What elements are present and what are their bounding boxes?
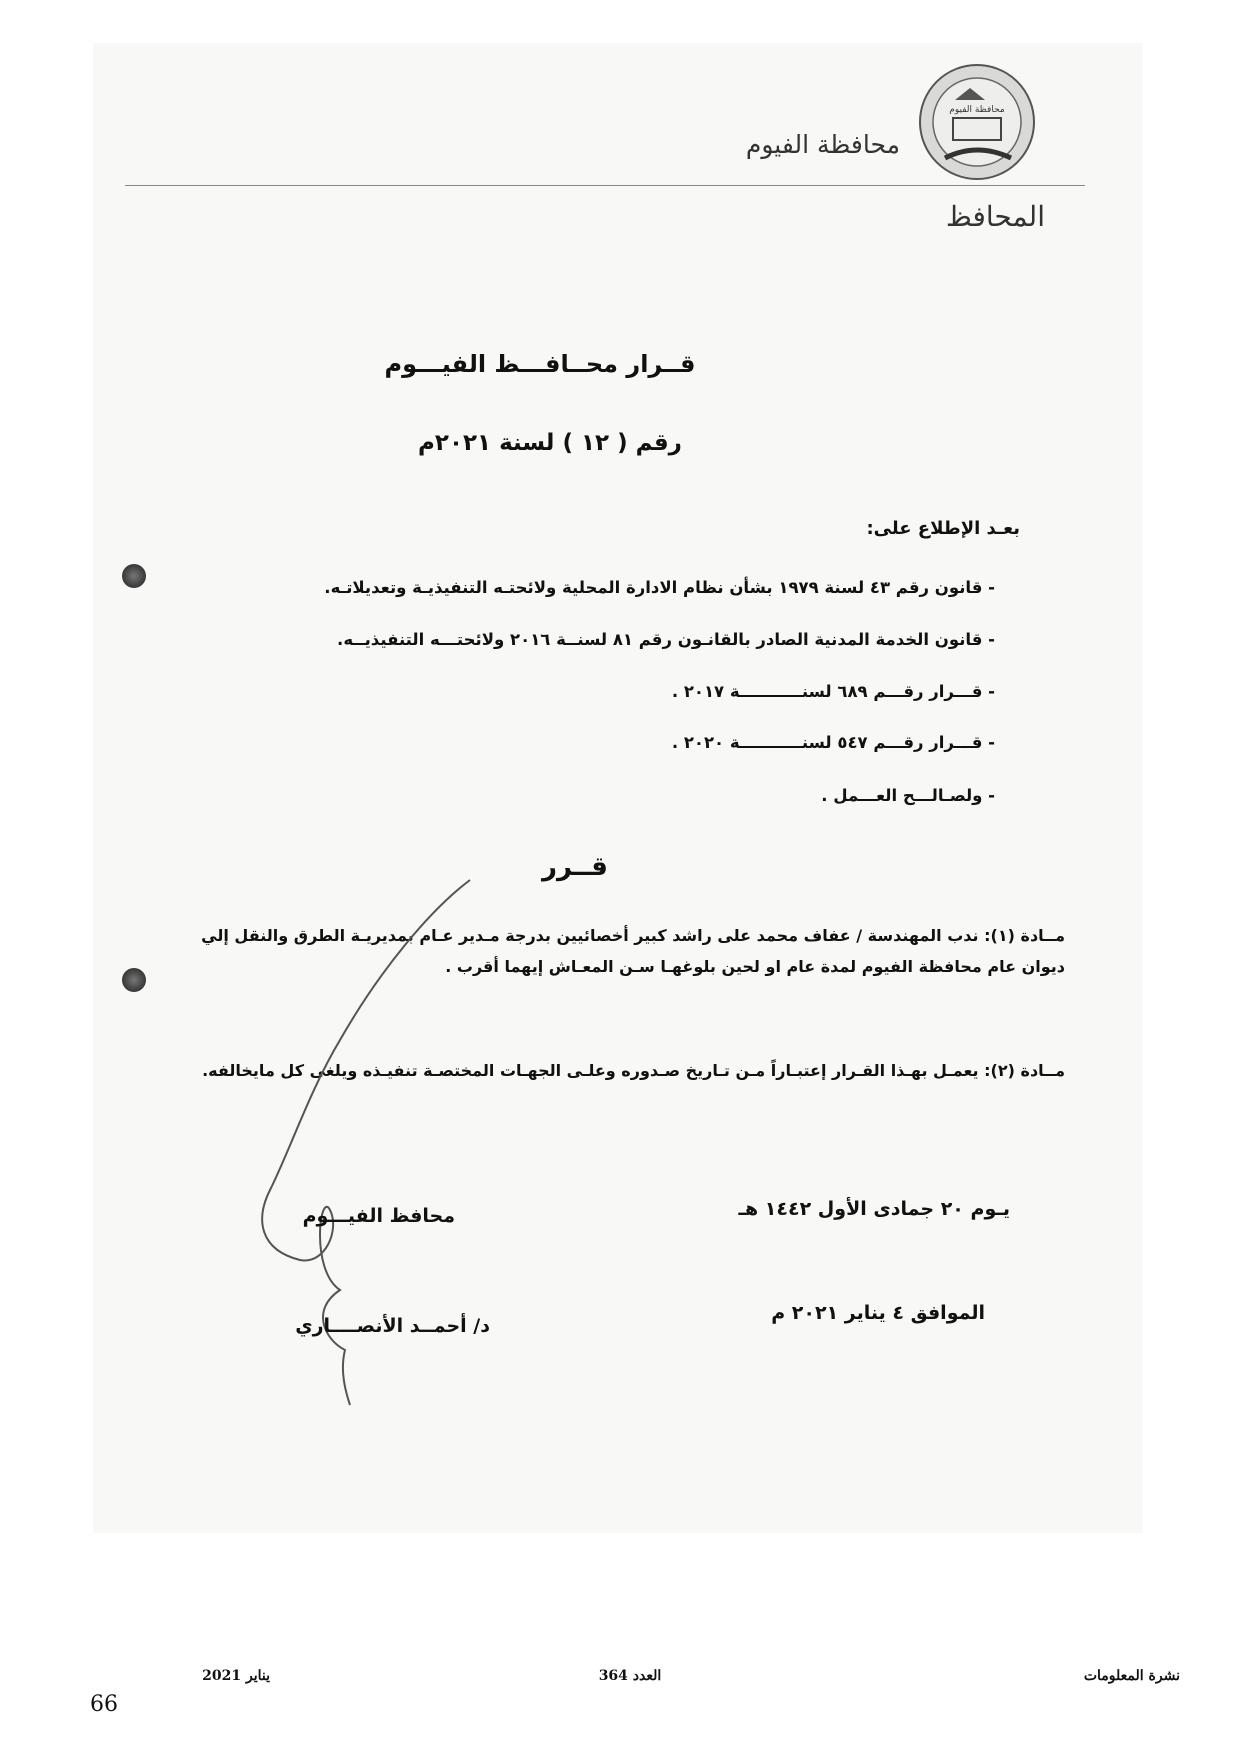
governorate-name: محافظة الفيوم (745, 130, 900, 159)
decision-heading: قــرر (542, 852, 608, 882)
article-label: مــادة (١): (984, 926, 1065, 945)
article-label: مــادة (٢): (984, 1061, 1065, 1080)
preamble-item: - قـــرار رقـــم ٥٤٧ لسنـــــــــــة ٢٠٢٠ . (671, 733, 995, 752)
footer-date: يناير 2021 (202, 1668, 270, 1684)
preamble-item: - قـــرار رقـــم ٦٨٩ لسنـــــــــــة ٢٠١٧ . (671, 682, 995, 701)
punch-hole (122, 968, 146, 992)
gregorian-date: الموافق ٤ يناير ٢٠٢١ م (771, 1302, 985, 1324)
decree-number: رقم ( ١٢ ) لسنة ٢٠٢١م (418, 430, 682, 456)
decree-title: قــرار محــافـــظ الفيـــوم (384, 350, 696, 378)
seal-text: محافظة الفيوم (949, 105, 1005, 115)
article-text: ندب المهندسة / عفاف محمد على راشد كبير أخصائيين بدرجة مـدير عـام بمديريـة الطرق والنقل إلي ديوان عام محافظة الفيوم لمدة عام او لحين بلوغهـا سـن المعـاش إيهما أقرب . (201, 926, 1065, 976)
article-text: يعمـل بهـذا القـرار إعتبـاراً مـن تـاريخ صـدوره وعلـى الجهـات المختصـة تنفيـذه ويلغى كل مايخالفه. (202, 1061, 979, 1080)
header-divider (125, 185, 1085, 186)
governorate-seal (915, 60, 1040, 185)
preamble-item: - ولصـالـــح العـــمل . (821, 786, 995, 805)
preamble-item: - قانون الخدمة المدنية الصادر بالقانـون رقم ٨١ لسنــة ٢٠١٦ ولائحتـــه التنفيذيــه. (337, 630, 995, 649)
preamble-intro: بعـد الإطلاع على: (866, 518, 1020, 539)
governor-name: د/ أحمــد الأنصــــاري (295, 1315, 490, 1337)
hijri-date: يـوم ٢٠ جمادى الأول ١٤٤٢ هـ (738, 1198, 1010, 1220)
governor-title: المحافظ (945, 200, 1045, 233)
punch-hole (122, 564, 146, 588)
page-number: 66 (90, 1692, 118, 1717)
governor-signature-label: محافظ الفيـــوم (302, 1205, 455, 1227)
footer-publication: نشرة المعلومات (1083, 1668, 1180, 1684)
footer-issue: العدد 364 (598, 1668, 662, 1684)
preamble-item: - قانون رقم ٤٣ لسنة ١٩٧٩ بشأن نظام الادارة المحلية ولائحتـه التنفيذيـة وتعديلاتـه. (324, 578, 995, 597)
